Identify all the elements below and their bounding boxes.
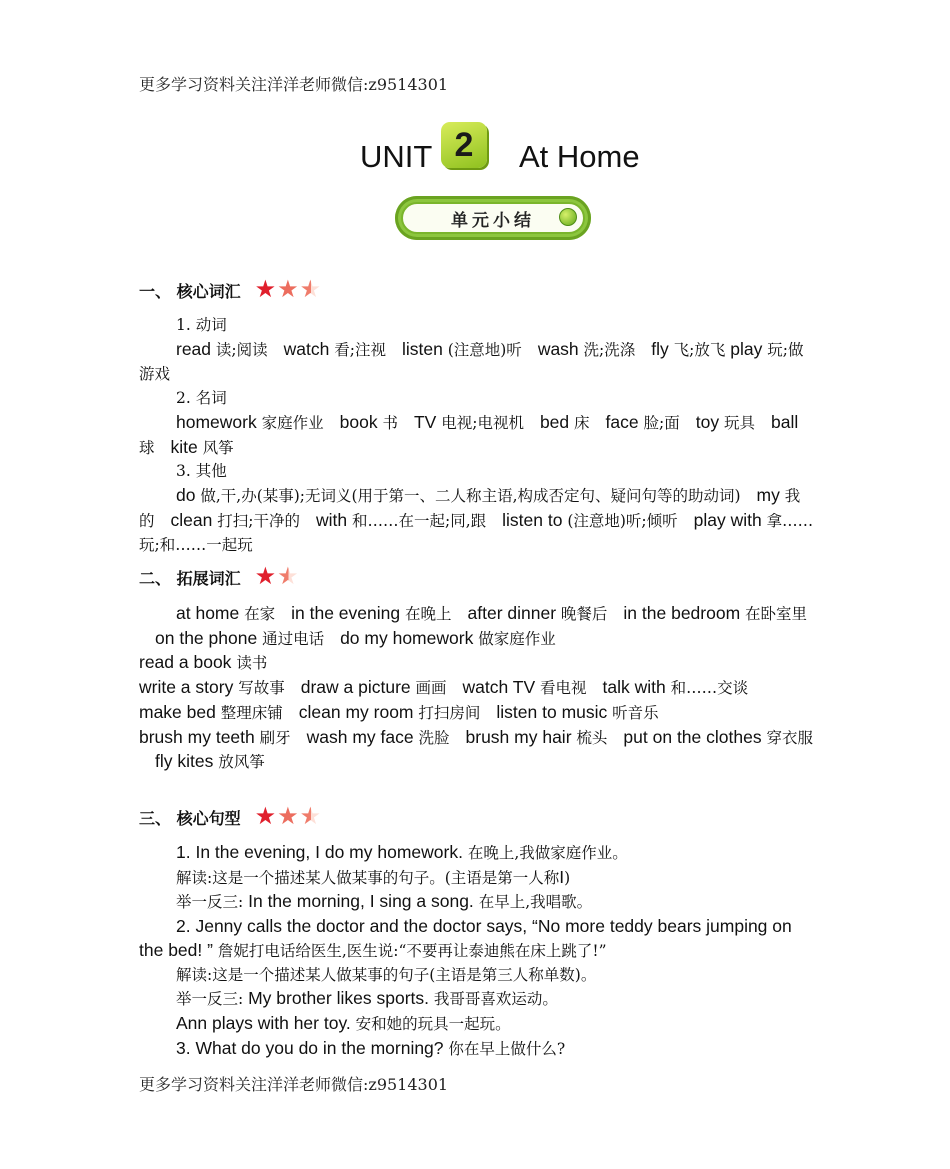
sentence-2-example: 举一反三: My brother likes sports. 我哥哥喜欢运动。 [176,988,558,1009]
section-title: 三、 核心句型 [139,808,241,828]
phrase-list: write a story 写故事 draw a picture 画画 watch TV 看电视 talk with 和……交谈 [139,677,749,698]
phrase-list: make bed 整理床铺 clean my room 打扫房间 listen to music 听音乐 [139,701,659,722]
sentence-1: 1. In the evening, I do my homework. 在晚上,我做家庭作业。 [176,842,628,862]
half-star-icon: ★ [277,563,299,590]
star-icon: ★ [277,803,299,830]
sentence-2: 2. Jenny calls the doctor and the doctor says, “No more teddy bears jumping on the bed! ” 詹妮打电话给医生,医生说:“不要再让泰迪熊在床上跳了!” [139,916,792,960]
section-heading-extended-vocab [139,565,299,589]
sentence-2-explanation: 解读:这是一个描述某人做某事的句子(主语是第三人称单数)。 [176,965,597,984]
phrase-list: at home 在家 in the evening 在晚上 after dinner 晚餐后 in the bedroom 在卧室里on the phone 通过电话 do my homework 做家庭作业 [155,603,808,648]
others-list: do 做,干,办(某事);无词义(用于第一、二人称主语,构成否定句、疑问句等的助动词) my 我的 clean 打扫;干净的 with 和……在一起;同,跟 listen to (注意地)听;倾听 play with 拿……玩;和……一起玩 [139,484,814,555]
page-header: 更多学习资料关注洋洋老师微信:z9514301 [139,75,449,94]
badge-dot-icon [559,208,577,226]
star-icon: ★ [277,276,299,303]
verbs-label: 1. 动词 [176,316,227,334]
unit-label: UNIT [360,139,433,174]
summary-badge-label: 单元小结 [401,202,585,234]
core-vocab-block [139,314,815,558]
difficulty-stars [255,278,322,302]
unit-title-row [0,122,950,182]
difficulty-stars [255,805,322,829]
star-icon: ★ [254,803,277,830]
sentence-3: 3. What do you do in the morning? 你在早上做什么? [176,1037,566,1058]
section-heading-core-sentences [139,805,321,829]
verb-list: read 读;阅读 watch 看;注视 listen (注意地)听 wash 洗;洗涤 fly 飞;放飞 play 玩;做游戏 [139,338,804,384]
noun-list: homework 家庭作业 book 书 TV 电视;电视机 bed 床 face 脸;面 toy 玩具 ball 球 kite 风筝 [139,411,799,457]
section-heading-core-vocab [139,278,321,302]
nouns-label: 2. 名词 [176,389,227,408]
unit-number-badge: 2 [441,122,487,168]
difficulty-stars [255,565,299,589]
page-footer: 更多学习资料关注洋洋老师微信:z9514301 [139,1075,449,1094]
core-sentences-block [139,841,815,1061]
section-title: 一、 核心词汇 [139,281,241,301]
summary-badge [395,196,591,240]
phrase-list: brush my teeth 刷牙 wash my face 洗脸 brush my hair 梳头 put on the clothes 穿衣服fly kites 放风筝 [139,726,813,772]
extended-vocab-block [139,602,815,775]
section-title: 二、 拓展词汇 [139,568,241,588]
phrase-list: read a book 读书 [139,652,268,673]
half-star-icon: ★ [299,276,322,303]
sentence-1-example: 举一反三: In the morning, I sing a song. 在早上,我唱歌。 [176,891,593,912]
others-label: 3. 其他 [176,462,227,481]
star-icon: ★ [254,563,277,590]
half-star-icon: ★ [299,803,322,830]
sentence-2-example: Ann plays with her toy. 安和她的玩具一起玩。 [176,1012,511,1033]
star-icon: ★ [254,276,277,303]
unit-title: At Home [519,139,640,174]
sentence-1-explanation: 解读:这是一个描述某人做某事的句子。(主语是第一人称I) [176,866,571,887]
